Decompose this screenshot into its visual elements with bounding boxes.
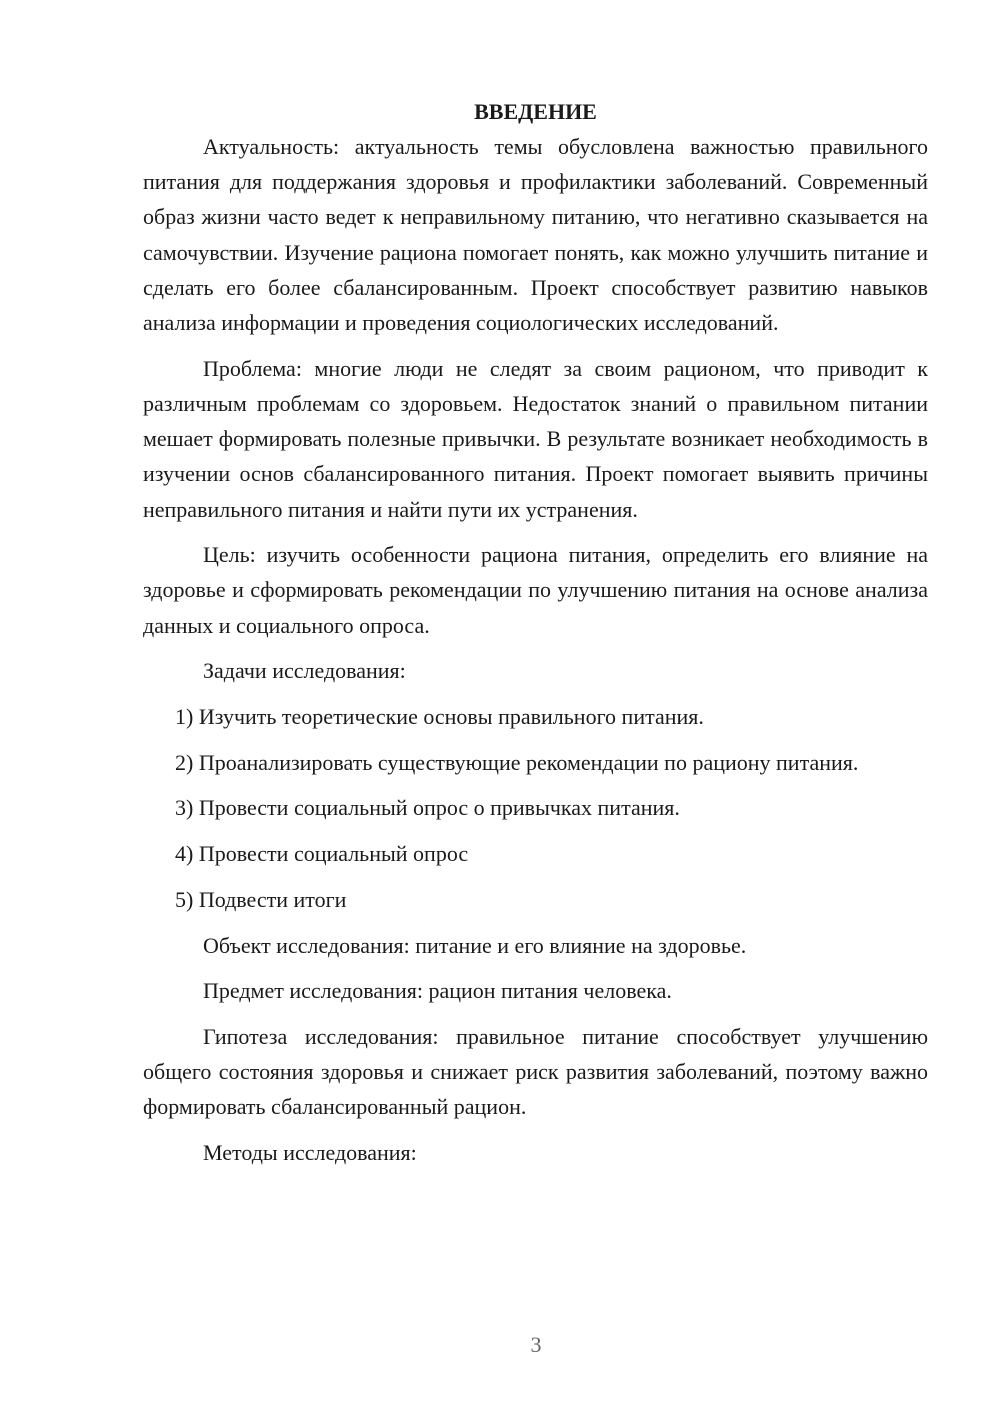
task-item-2: 2) Проанализировать существующие рекомендации по рациону питания. (175, 749, 859, 775)
paragraph-relevance: Актуальность: актуальность темы обусловлена важностью правильного питания для поддержания здоровья и профилактики заболеваний. Современный образ жизни часто ведет к неправильному питанию, что негативно сказывается на самочувствии. Изучение рациона помогает понять, как можно улучшить питание и сделать его более сбалансированным. Проект способствует развитию навыков анализа информации и проведения социологических исследований. (143, 134, 928, 336)
methods-heading: Методы исследования: (203, 1140, 417, 1166)
research-subject: Предмет исследования: рацион питания человека. (203, 978, 672, 1004)
paragraph-problem: Проблема: многие люди не следят за своим рационом, что приводит к различным проблемам со здоровьем. Недостаток знаний о правильном питании мешает формировать полезные привычки. В результате возникает необходимость в изучении основ сбалансированного питания. Проект помогает выявить причины неправильного питания и найти пути их устранения. (143, 355, 928, 522)
section-title: ВВЕДЕНИЕ (474, 99, 597, 124)
paragraph-goal: Цель: изучить особенности рациона питания, определить его влияние на здоровье и сформировать рекомендации по улучшению питания на основе анализа данных и социального опроса. (143, 542, 928, 638)
research-object: Объект исследования: питание и его влияние на здоровье. (203, 932, 747, 958)
page-number: 3 (530, 1332, 542, 1357)
task-item-3: 3) Провести социальный опрос о привычках питания. (175, 795, 680, 821)
task-item-5: 5) Подвести итоги (175, 886, 347, 912)
task-item-1: 1) Изучить теоретические основы правильного питания. (175, 704, 704, 730)
page-content (143, 94, 928, 1170)
research-hypothesis: Гипотеза исследования: правильное питание способствует улучшению общего состояния здоровья и снижает риск развития заболеваний, поэтому важно формировать сбалансированный рацион. (143, 1023, 928, 1120)
tasks-heading: Задачи исследования: (203, 658, 406, 684)
task-item-4: 4) Провести социальный опрос (175, 841, 469, 867)
